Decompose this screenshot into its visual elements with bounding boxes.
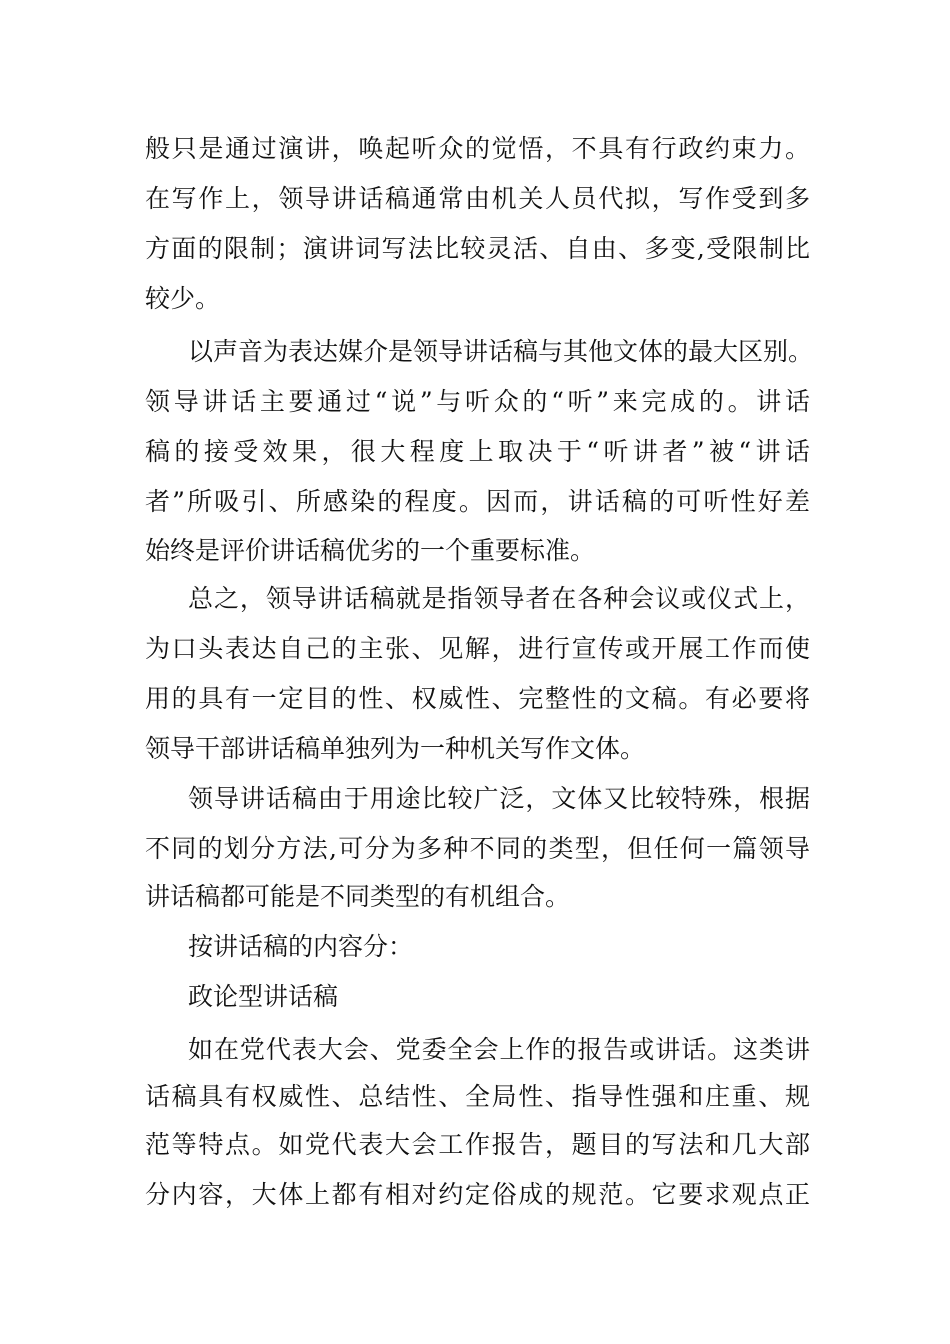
text-line: 领导讲话主要通过“说”与听众的“听”来完成的。讲话	[145, 387, 810, 416]
text-line: 不同的划分方法,可分为多种不同的类型，但任何一篇领导	[145, 834, 810, 863]
text-line: 讲话稿都可能是不同类型的有机组合。	[145, 882, 571, 911]
text-line: 话稿具有权威性、总结性、全局性、指导性强和庄重、规	[145, 1082, 810, 1111]
text-line: 稿的接受效果，很大程度上取决于“听讲者”被“讲话	[145, 437, 810, 466]
text-line: 领导干部讲话稿单独列为一种机关写作文体。	[145, 734, 646, 763]
text-line: 在写作上，领导讲话稿通常由机关人员代拟，写作受到多	[145, 184, 810, 213]
text-line: 为口头表达自己的主张、见解，进行宣传或开展工作而使	[145, 634, 810, 663]
text-line: 分内容，大体上都有相对约定俗成的规范。它要求观点正	[145, 1180, 810, 1209]
text-line: 般只是通过演讲，唤起听众的觉悟，不具有行政约束力。	[145, 134, 810, 163]
text-line: 用的具有一定目的性、权威性、完整性的文稿。有必要将	[145, 684, 810, 713]
text-line: 方面的限制；演讲词写法比较灵活、自由、多变,受限制比	[145, 234, 810, 263]
paragraph-first-line: 如在党代表大会、党委全会上作的报告或讲话。这类讲	[188, 1035, 810, 1064]
heading-line: 按讲话稿的内容分：	[188, 932, 414, 961]
text-line: 范等特点。如党代表大会工作报告，题目的写法和几大部	[145, 1130, 810, 1159]
paragraph-first-line: 总之，领导讲话稿就是指领导者在各种会议或仪式上，	[188, 584, 810, 613]
heading-line: 政论型讲话稿	[188, 982, 339, 1011]
paragraph-first-line: 领导讲话稿由于用途比较广泛，文体又比较特殊，根据	[188, 784, 810, 813]
text-line: 较少。	[145, 284, 221, 313]
text-line: 始终是评价讲话稿优劣的一个重要标准。	[145, 536, 596, 565]
text-line: 者”所吸引、所感染的程度。因而，讲话稿的可听性好差	[145, 487, 810, 516]
paragraph-first-line: 以声音为表达媒介是领导讲话稿与其他文体的最大区别。	[188, 337, 814, 366]
